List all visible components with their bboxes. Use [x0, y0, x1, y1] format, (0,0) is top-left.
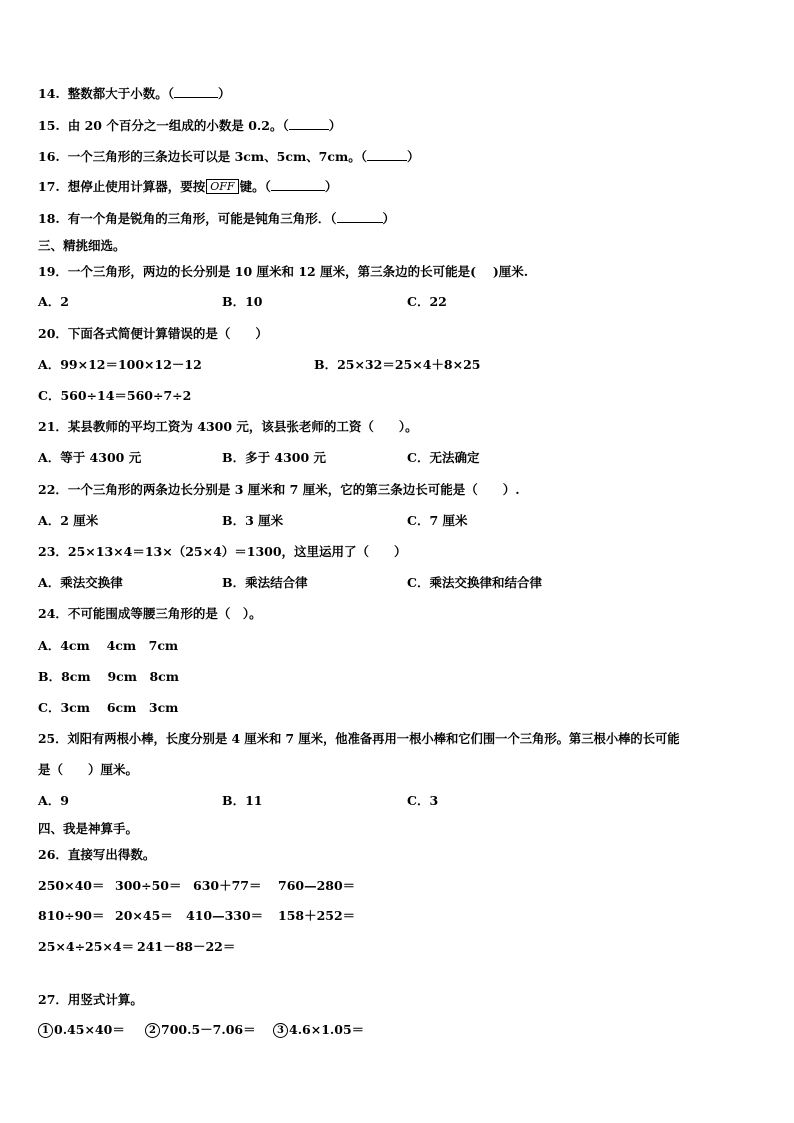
paren-close: ） [324, 179, 338, 194]
question-text: 由 20 个百分之一组成的小数是 0.2。（ [67, 118, 289, 133]
option-b[interactable]: B．25×32＝25×4＋8×25 [314, 357, 481, 372]
option-b[interactable]: B．多于 4300 元 [222, 450, 327, 465]
circled-number-3-icon: 3 [273, 1023, 288, 1038]
question-text: 想停止使用计算器，要按 [67, 179, 206, 194]
calc-item: 630＋77＝ [193, 878, 262, 893]
calc-item: 760—280＝ [278, 878, 356, 893]
answer-blank[interactable] [289, 117, 329, 130]
option-a[interactable]: A．2 [38, 294, 69, 309]
question-text-suffix: 键。（ [239, 179, 271, 194]
option-a[interactable]: A．4cm 4cm 7cm [38, 638, 179, 653]
calc-item: 25×4÷25×4＝ [38, 939, 135, 954]
question-21-stem: 21．某县教师的平均工资为 4300 元，该县张老师的工资（ ）。 [38, 419, 418, 434]
circled-number-2-icon: 2 [145, 1023, 160, 1038]
calc-item: 250×40＝ [38, 878, 105, 893]
option-c[interactable]: C．22 [407, 294, 447, 309]
question-20-stem: 20．下面各式简便计算错误的是（ ） [38, 326, 268, 341]
question-text: 有一个角是锐角的三角形，可能是钝角三角形．（ [67, 211, 337, 226]
calc-item: 158＋252＝ [278, 908, 356, 923]
option-a[interactable]: A．9 [38, 793, 69, 808]
answer-blank[interactable] [271, 178, 325, 191]
calc-expression: 0.45×40＝ [54, 1022, 125, 1037]
option-b[interactable]: B．3 厘米 [222, 513, 284, 528]
calc-expression: 700.5－7.06＝ [161, 1022, 256, 1037]
answer-blank[interactable] [337, 210, 383, 223]
answer-blank[interactable] [367, 148, 407, 161]
question-text: 一个三角形的三条边长可以是 3cm、5cm、7cm。（ [67, 149, 367, 164]
question-15 [38, 116, 341, 134]
question-number: 14. [38, 86, 60, 101]
question-22-stem: 22．一个三角形的两条边长分别是 3 厘米和 7 厘米，它的第三条边长可能是（ ）. [38, 482, 520, 497]
vertical-calc-item-3 [273, 1020, 364, 1039]
section-heading-3: 三、精挑细选。 [38, 238, 126, 253]
option-c[interactable]: C．560÷14＝560÷7÷2 [38, 388, 192, 403]
option-b[interactable]: B．10 [222, 294, 263, 309]
question-25-stem: 25．刘阳有两根小棒，长度分别是 4 厘米和 7 厘米，他准备再用一根小棒和它们围一个三角形。第三根小棒的长可能 [38, 731, 680, 746]
option-c[interactable]: C．无法确定 [407, 450, 480, 465]
option-b[interactable]: B．11 [222, 793, 263, 808]
calc-expression: 4.6×1.05＝ [289, 1022, 365, 1037]
option-c[interactable]: C．3cm 6cm 3cm [38, 700, 179, 715]
question-14 [38, 84, 231, 102]
paren-close: ） [328, 118, 342, 133]
question-23-stem: 23．25×13×4＝13×（25×4）＝1300，这里运用了（ ） [38, 544, 407, 559]
option-a[interactable]: A．2 厘米 [38, 513, 99, 528]
paren-close: ） [406, 149, 420, 164]
calc-item: 20×45＝ [115, 908, 173, 923]
answer-blank[interactable] [174, 85, 218, 98]
question-17 [38, 177, 337, 195]
calc-item: 300÷50＝ [115, 878, 182, 893]
option-c[interactable]: C．7 厘米 [407, 513, 468, 528]
question-19-stem: 19．一个三角形，两边的长分别是 10 厘米和 12 厘米，第三条边的长可能是( )厘米. [38, 264, 529, 279]
question-27-stem: 27．用竖式计算。 [38, 992, 143, 1007]
calc-item: 810÷90＝ [38, 908, 105, 923]
vertical-calc-item-2 [145, 1020, 256, 1039]
question-16 [38, 147, 419, 165]
option-c[interactable]: C．乘法交换律和结合律 [407, 575, 542, 590]
option-a[interactable]: A．等于 4300 元 [38, 450, 142, 465]
question-number: 15. [38, 118, 60, 133]
option-c[interactable]: C．3 [407, 793, 439, 808]
paren-close: ） [382, 211, 396, 226]
circled-number-1-icon: 1 [38, 1023, 53, 1038]
vertical-calc-item-1 [38, 1020, 125, 1039]
option-b[interactable]: B．乘法结合律 [222, 575, 308, 590]
calc-item: 410—330＝ [186, 908, 264, 923]
calc-item: 241－88－22＝ [137, 939, 236, 954]
off-key-icon: OFF [206, 179, 238, 194]
option-a[interactable]: A．99×12＝100×12－12 [38, 357, 202, 372]
question-text: 整数都大于小数。（ [67, 86, 175, 101]
question-24-stem: 24．不可能围成等腰三角形的是（ ）。 [38, 606, 262, 621]
question-18 [38, 209, 395, 227]
section-heading-4: 四、我是神算手。 [38, 821, 139, 836]
option-a[interactable]: A．乘法交换律 [38, 575, 123, 590]
paren-close: ） [218, 86, 231, 101]
option-b[interactable]: B．8cm 9cm 8cm [38, 669, 180, 684]
question-number: 16. [38, 149, 60, 164]
question-26-stem: 26．直接写出得数。 [38, 847, 156, 862]
question-number: 17. [38, 179, 60, 194]
question-25-stem-cont: 是（ ）厘米。 [38, 762, 139, 777]
question-number: 18. [38, 211, 60, 226]
